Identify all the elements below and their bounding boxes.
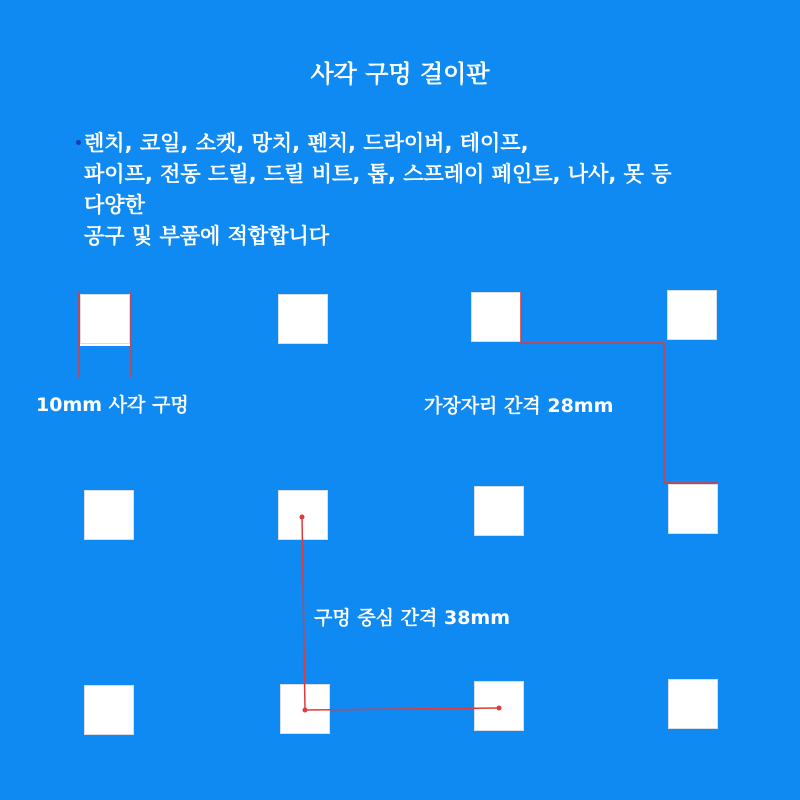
description-line: 다양한 [84,193,145,217]
edge-spacing-line [521,292,718,483]
page-title: 사각 구멍 걸이판 [310,60,490,88]
description-line: 공구 및 부품에 적합합니다 [84,224,330,248]
description-line: 렌치, 코일, 소켓, 망치, 펜치, 드라이버, 테이프, [84,131,529,155]
center-spacing-label: 구멍 중심 간격 38mm [314,607,511,629]
center-dot [300,515,305,520]
center-dot [497,706,502,711]
edge-spacing-label: 가장자리 간격 28mm [424,395,614,417]
description-line: 파이프, 전동 드릴, 드릴 비트, 톱, 스프레이 페인트, 나사, 못 등 [84,162,672,186]
center-dot [303,708,308,713]
hole-size-label: 10mm 사각 구멍 [36,394,189,416]
